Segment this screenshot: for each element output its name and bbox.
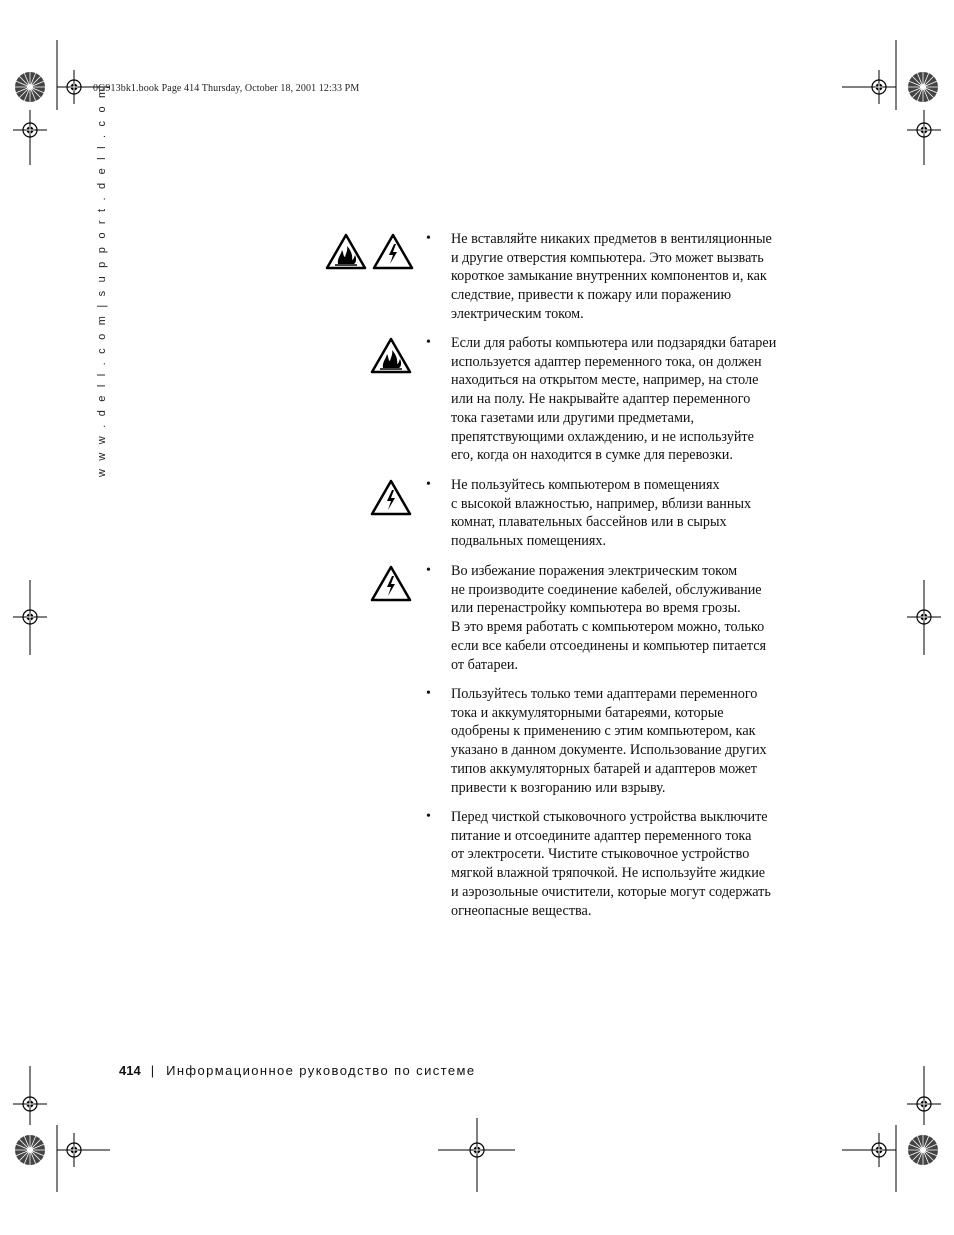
bullet: • <box>426 686 431 701</box>
list-item-text: Перед чисткой стыковочного устройства выключите питание и отсоедините адаптер переменного тока от электросети. Чистите стыковочное устройство мягкой влажной тряпочкой. Не используйте жидкие и аэрозольные очистители, которые могут содержать огнеопасные вещества. <box>451 809 771 919</box>
bullet: • <box>426 231 431 246</box>
list-item <box>426 476 816 551</box>
print-header: 0G913bk1.book Page 414 Thursday, October 18, 2001 12:33 PM <box>93 83 360 94</box>
list-item-text: Если для работы компьютера или подзарядки батареи используется адаптер переменного тока, он должен находиться на открытом месте, например, на столе или на полу. Не накрывайте адаптер переменного тока газетами или другими предметами, препятствующими охлаждению, и не используйте его, когда он находится в сумке для перевозки. <box>451 335 777 464</box>
list-item-text: Пользуйтесь только теми адаптерами переменного тока и аккумуляторными батареями, которые одобрены к применению с этим компьютером, как указано в данном документе. Использование других типов аккумуляторных батарей и адаптеров может привести к возгоранию или взрыву. <box>451 686 767 796</box>
bullet: • <box>426 809 431 824</box>
list-item-text: Во избежание поражения электрическим током не производите соединение кабелей, обслуживание или перенастройку компьютера во время грозы. В это время работать с компьютером можно, только если все кабели отсоединены и компьютер питается от батареи. <box>451 563 767 673</box>
footer-title: Информационное руководство по системе <box>166 1063 476 1078</box>
list-item <box>426 230 816 324</box>
bullet: • <box>426 477 431 492</box>
footer-separator: | <box>150 1063 155 1078</box>
bullet: • <box>426 335 431 350</box>
page-number: 414 <box>119 1063 141 1078</box>
side-url: w w w . d e l l . c o m | s u p p o r t . d e l l . c o m <box>96 86 108 477</box>
list-item-text: Не вставляйте никаких предметов в вентиляционные и другие отверстия компьютера. Это может вызвать короткое замыкание внутренних компонентов и, как следствие, привести к пожару или поражению электрическим током. <box>451 231 772 322</box>
bullet: • <box>426 563 431 578</box>
list-item <box>426 334 816 465</box>
list-item-text: Не пользуйтесь компьютером в помещениях с высокой влажностью, например, вблизи ванных комнат, плавательных бассейнов или в сырых подвальных помещениях. <box>451 477 752 550</box>
list-item <box>426 685 816 797</box>
list-item <box>426 562 816 674</box>
page-footer <box>119 1063 475 1078</box>
list-item <box>426 808 816 920</box>
